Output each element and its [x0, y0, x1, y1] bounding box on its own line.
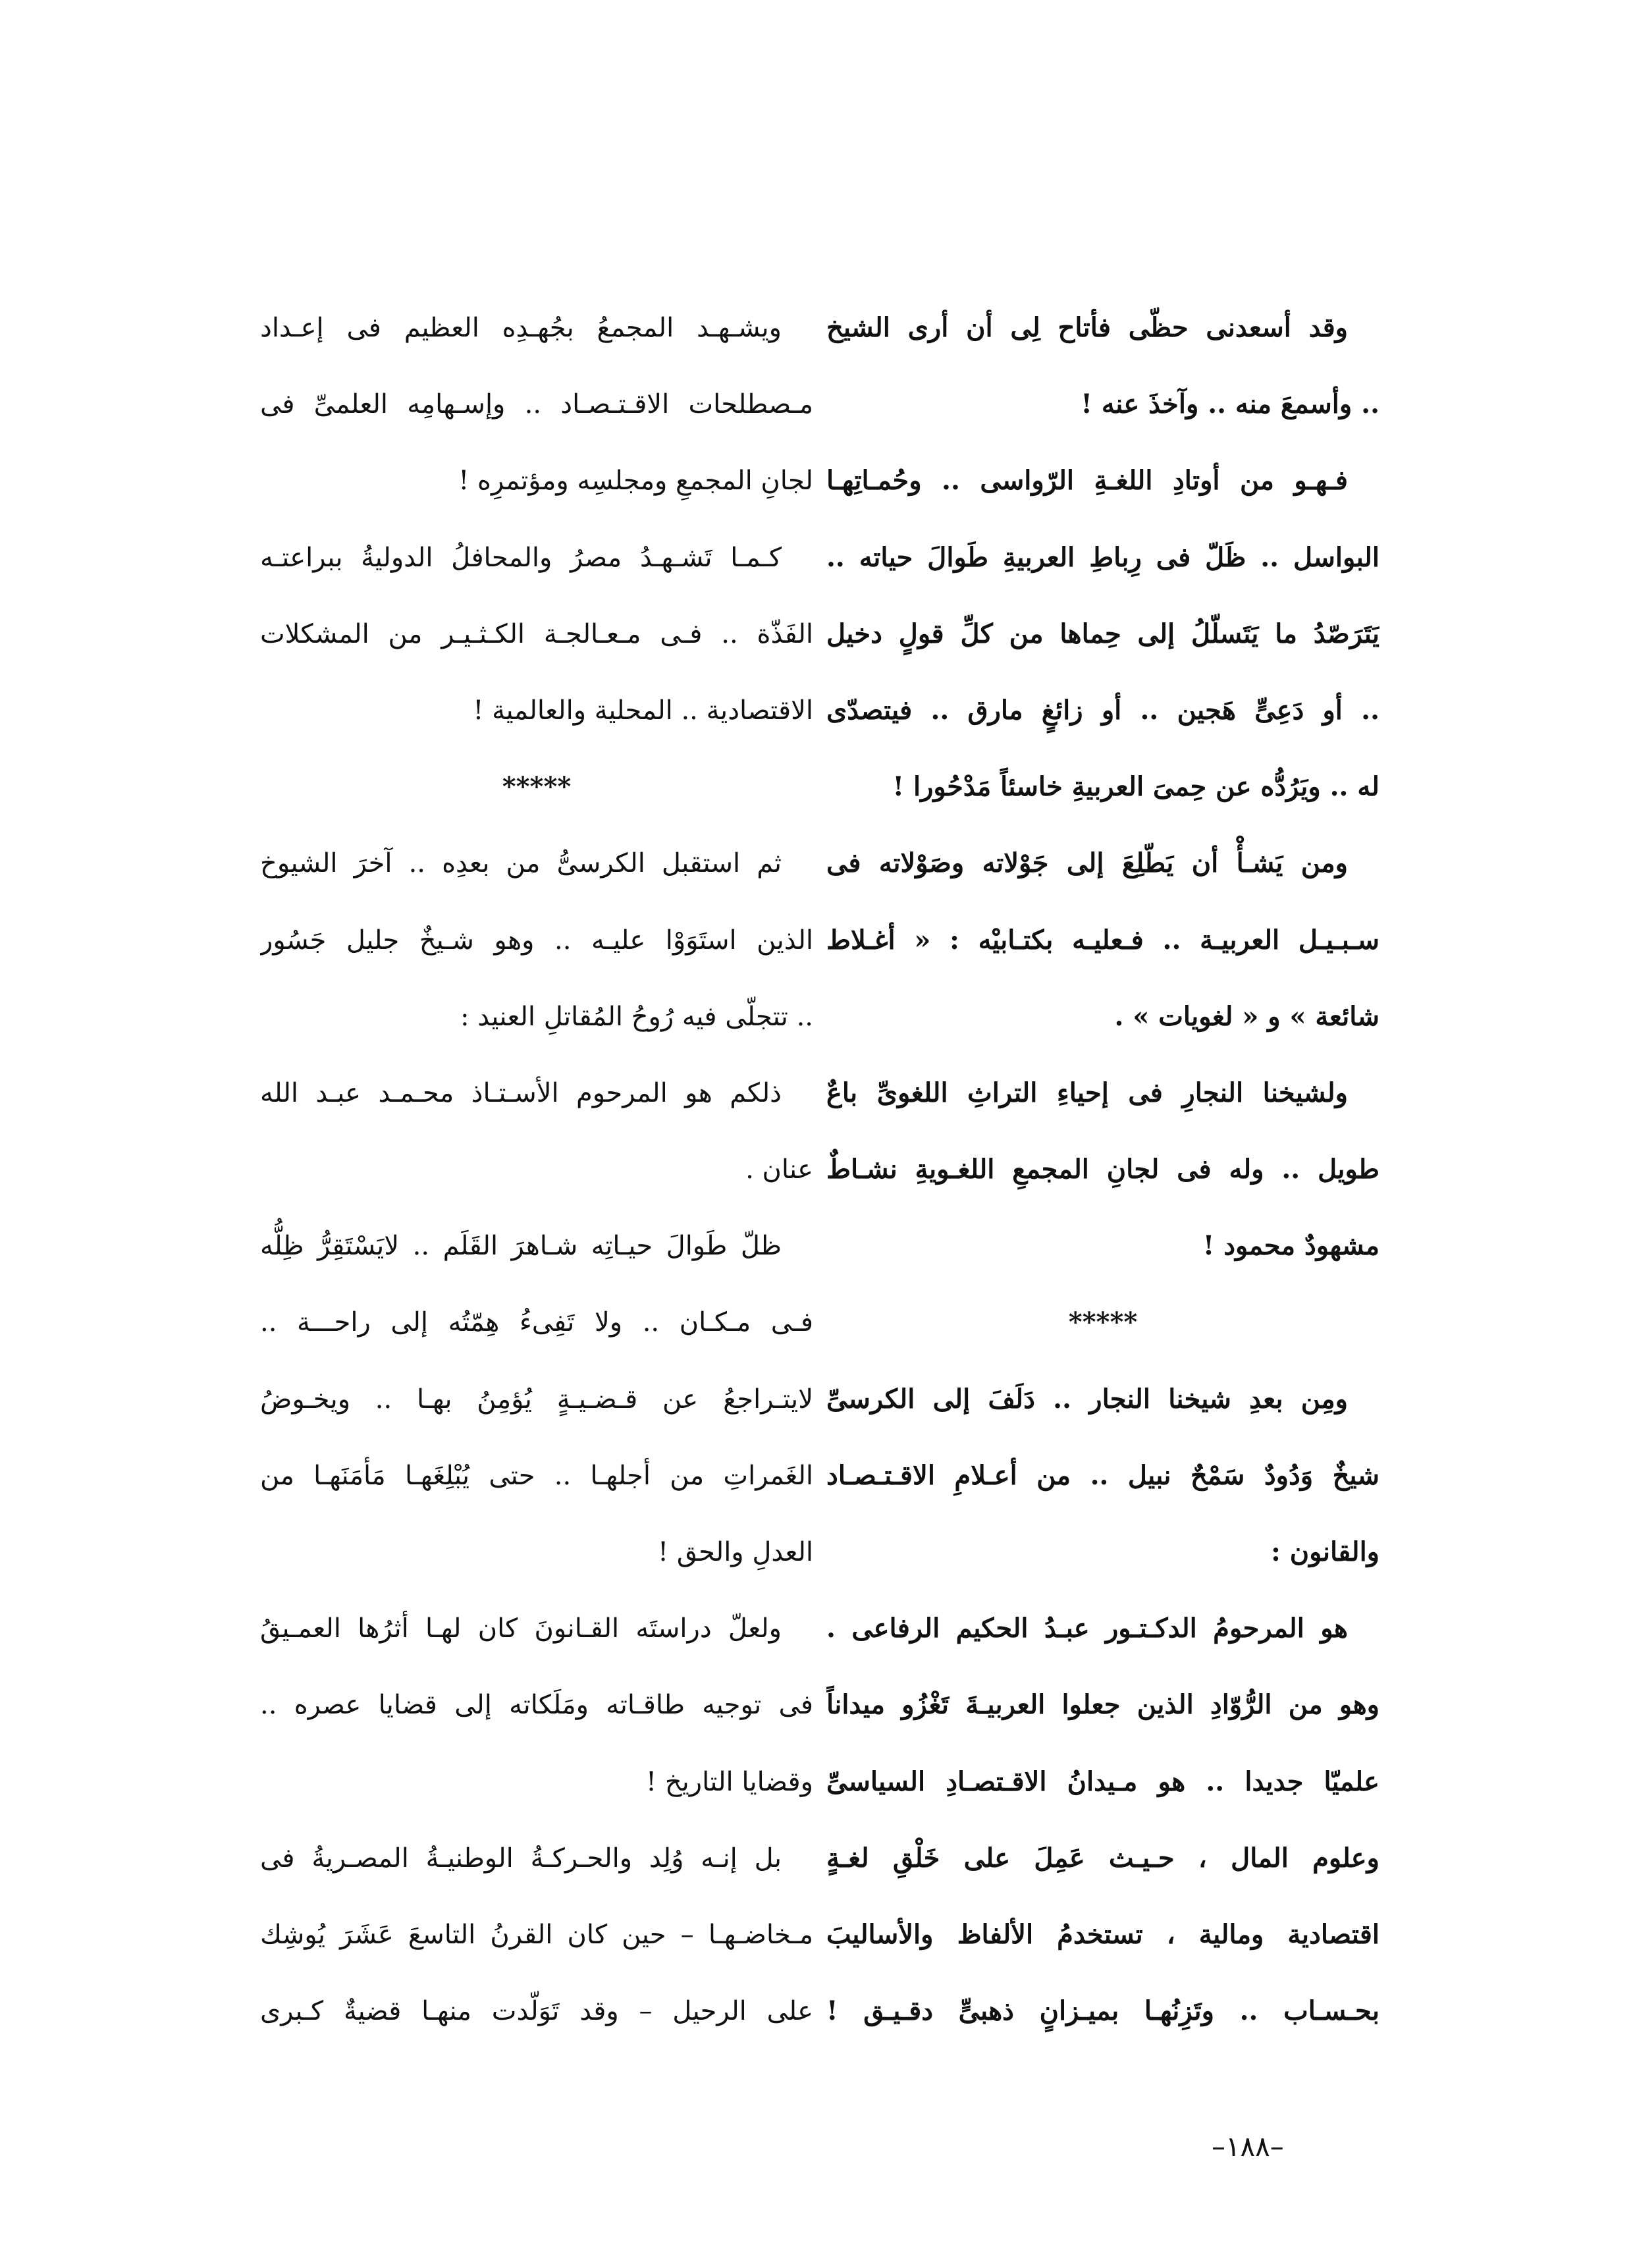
text-line: والقانون : — [1271, 1536, 1379, 1567]
text-line: عنان . — [745, 1154, 813, 1185]
text-line: مـصطلحات الاقـتـصـاد .. وإسـهامِه العلمىِّ فى — [260, 389, 813, 420]
text-line: العدلِ والحق ! — [658, 1537, 813, 1567]
text-line: ولشيخنا النجارِ فى إحياءِ التراثِ اللغوىِّ باعٌ — [826, 1077, 1348, 1108]
text-line: سـبـيـل العربيـة .. فـعليـه بكتـابيْه : « أغـلاط — [826, 924, 1379, 956]
text-line: كـمـا تَشـهـدُ مصرُ والمحافلُ الدوليةُ ببراعتـه — [260, 542, 782, 573]
text-line: فـهـو من أوتادِ اللغـةِ الرّواسى .. وحُمـاتِهـا — [826, 465, 1348, 497]
right-column — [826, 290, 1379, 2049]
text-line: ولعلّ دراستَه القـانونَ كان لهـا أثرُها العمـيقُ — [260, 1613, 782, 1644]
text-line: طويل .. وله فى لجانِ المجمعِ اللغـويةِ نشـاطٌ — [826, 1154, 1379, 1185]
text-line: الاقتصادية .. المحلية والعالمية ! — [473, 695, 813, 726]
text-line: البواسل .. ظَلّ فى رِباطِ العربيةِ طَوالَ حياته .. — [826, 541, 1379, 573]
text-line: له .. ويَرُدُّه عن حِمىَ العربيةِ خاسئاً مَدْحُورا ! — [892, 771, 1379, 803]
text-line: ومِن بعدِ شيخنا النجار .. دَلَفَ إلى الكرسىِّ — [826, 1383, 1348, 1415]
text-line: .. أو دَعِىٍّ هَجين .. أو زائغٍ مارق .. فيتصدّى — [826, 694, 1379, 726]
text-line: شيخٌ وَدُودٌ سَمْحٌ نبيل .. من أعـلامِ الاقـتـصـاد — [826, 1459, 1379, 1491]
text-line: وعلوم المال ، حـيـث عَمِلَ على خَلْقِ لغـةٍ — [826, 1842, 1379, 1874]
text-line: مشهودٌ محمود ! — [1202, 1230, 1379, 1262]
text-line: فى توجيه طاقـاته ومَلَكاته إلى قضايا عصره .. — [260, 1690, 813, 1721]
text-line: ويشـهـد المجمعُ بجُهـدِه العظيم فى إعـداد — [260, 313, 782, 343]
text-line: ظلّ طَوالَ حيـاتِه شـاهرَ القَلَم .. لايَسْتَقِرُّ ظِلُّه — [260, 1231, 782, 1262]
section-separator: ***** — [502, 771, 572, 803]
section-separator: ***** — [1068, 1307, 1138, 1338]
text-line: على الرحيل – وقد تَوَلّدت منهـا قضيةٌ كـبرى — [260, 1996, 813, 2027]
text-line: بل إنـه وُلِد والحـركـةُ الوطنيـةُ المصـريةُ فى — [260, 1843, 782, 1874]
text-line: ذلكم هو المرحوم الأسـتـاذ محـمـد عبـد الله — [260, 1077, 782, 1108]
text-line: فـى مـكـان .. ولا تَفِىءُ هِمّتُه إلى راحـــة .. — [260, 1307, 813, 1338]
text-line: لجانِ المجمعِ ومجلسِه ومؤتمرِه ! — [458, 466, 813, 497]
text-line: ثم استقبل الكرسىُّ من بعدِه .. آخرَ الشيوخ — [260, 848, 782, 879]
page-number: –١٨٨– — [1212, 2130, 1284, 2163]
text-line: هو المرحومُ الدكـتـور عبـدُ الحكيم الرفاعى . — [826, 1613, 1348, 1644]
text-line: .. وأسمعَ منه .. وآخذَ عنه ! — [1081, 389, 1379, 420]
text-line: وقضايا التاريخ ! — [646, 1766, 813, 1797]
text-line: لايتـراجعُ عن قـضـيـةٍ يُؤمِنُ بهـا .. ويخـوضُ — [260, 1384, 813, 1415]
text-line: شائعة » و « لغويات » . — [1114, 1000, 1379, 1032]
text-line: اقتصادية ومالية ، تستخدمُ الألفاظ والأساليبَ — [826, 1918, 1379, 1950]
text-line: بحـسـاب .. وتَزِنُهـا بميـزانٍ ذهبىٍّ دقـيـق ! — [826, 1995, 1379, 2027]
text-line: يَتَرَصّدُ ما يَتَسلّلُ إلى حِماها من كلِّ قولٍ دخيل — [826, 618, 1379, 649]
text-line: الغَمراتِ من أجلهـا .. حتى يُبْلِغَهـا مَأمَنَهـا من — [260, 1460, 813, 1491]
text-line: وقد أسعدنى حظّى فأتاح لِى أن أرى الشيخ — [826, 312, 1349, 343]
text-line: وهو من الرُّوّادِ الذين جعلوا العربيـةَ تَغْزُو ميداناً — [826, 1689, 1379, 1721]
text-line: مـخاضـهـا – حين كان القرنُ التاسعَ عَشَرَ يُوشِك — [260, 1919, 813, 1950]
text-line: ومن يَشـأْ أن يَطّلِعَ إلى جَوْلاته وصَوْلاته فى — [826, 848, 1348, 879]
text-line: علميّا جديدا .. هو مـيدانُ الاقـتصـادِ السياسىِّ — [826, 1766, 1379, 1797]
text-line: الفَذّة .. فـى مـعـالجـة الكـثـيـر من المشكلات — [260, 618, 813, 649]
text-line: الذين استَوَوْا عليـه .. وهو شـيخٌ جليل جَسُور — [260, 925, 813, 956]
left-column — [260, 290, 813, 2049]
text-line: .. تتجلّى فيه رُوحُ المُقاتلِ العنيد : — [460, 1001, 813, 1032]
